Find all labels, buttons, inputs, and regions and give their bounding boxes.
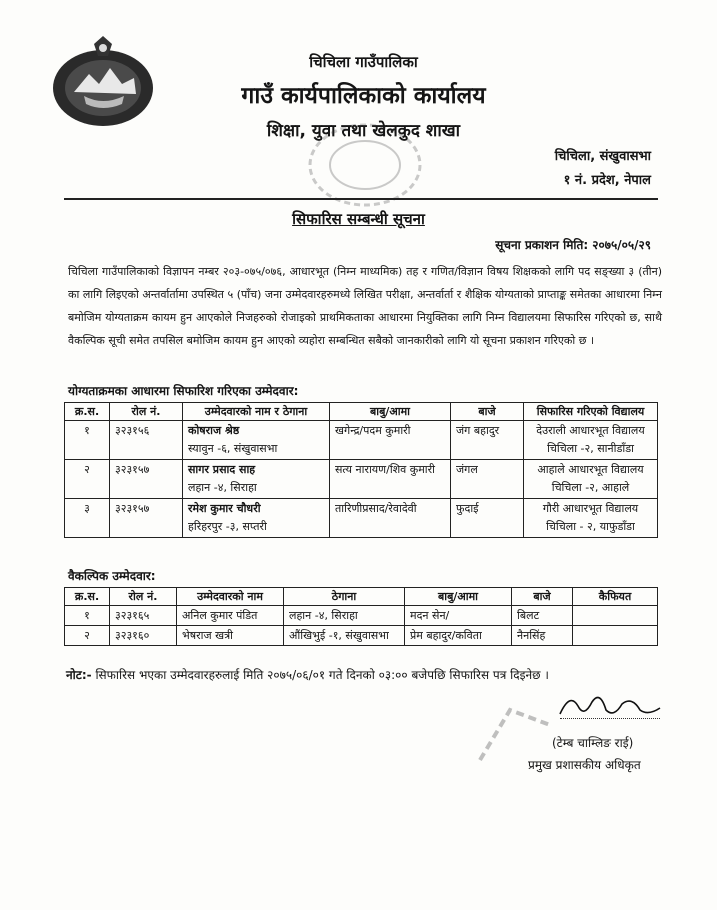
- office-stamp: [300, 110, 430, 220]
- table-row: [65, 499, 658, 538]
- col-roll: रोल नं.: [110, 588, 177, 606]
- col-grandfather: बाजे: [512, 588, 573, 606]
- cell-grandfather: नैनसिंह: [512, 626, 573, 646]
- col-name: उम्मेदवारको नाम: [177, 588, 284, 606]
- signatory-name: (टेम्ब चाम्लिङ राई): [552, 736, 634, 750]
- cell-parents: प्रेम बहादुर/कविता: [405, 626, 512, 646]
- cell-roll: ३२३१५७: [110, 460, 183, 499]
- school-name: गौरी आधारभूत विद्यालय: [542, 502, 639, 515]
- col-sn: क्र.स.: [65, 403, 110, 421]
- municipality-name: चिचिला गाउँपालिका: [309, 53, 418, 71]
- table-row: [65, 421, 658, 460]
- col-school: सिफारिस गरिएको विद्यालय: [524, 403, 658, 421]
- signature: [556, 688, 666, 722]
- cell-school: [524, 421, 658, 460]
- col-grandfather: बाजे: [451, 403, 524, 421]
- candidate-address: स्यावुन -६, संखुवासभा: [188, 442, 278, 455]
- school-address: चिचिला -२, सानीडाँडा: [547, 442, 634, 455]
- table-row: [65, 626, 658, 646]
- col-name-address: उम्मेदवारको नाम र ठेगाना: [183, 403, 330, 421]
- note: [66, 666, 549, 683]
- cell-grandfather: जंग बहादुर: [451, 421, 524, 460]
- candidate-address: लहान -४, सिराहा: [188, 481, 257, 494]
- address-line-2: १ नं. प्रदेश, नेपाल: [563, 173, 651, 188]
- table-header-row: [65, 588, 658, 606]
- cell-sn: २: [65, 460, 110, 499]
- cell-roll: ३२३१५७: [110, 499, 183, 538]
- col-address: ठेगाना: [284, 588, 405, 606]
- cell-sn: १: [65, 421, 110, 460]
- notice-body: चिचिला गाउँपालिकाको विज्ञापन नम्बर २०३-०७५/०७६, आधारभूत (निम्न माध्यमिक) तह र गणित/विज्ञान विषय शिक्षकको लागि पद सङ्ख्या ३ (तीन) का लागि लिइएको अन्तर्वार्तामा उपस्थित ५ (पाँच) जना उम्मेदवारहरुमध्ये लिखित परीक्षा, अन्तर्वार्ता र शैक्षिक योग्यताको प्राप्ताङ्क समेतका आधारमा निम्न बमोजिम योग्यताक्रम कायम हुन आएकोले निजहरुको रोजाइको प्राथमिकताका आधारमा नियुक्तिका लागि निम्न विद्यालयमा सिफारिस गरिएको छ, साथै वैकल्पिक सूची समेत तपसिल बमोजिम कायम हुन आएको व्यहोरा सम्बन्धित सबैको जानकारीको लागि यो सूचना प्रकाशन गरिएको छ ।: [68, 265, 662, 347]
- table-row: [65, 460, 658, 499]
- school-address: चिचिला -२, आहाले: [551, 481, 630, 494]
- note-label: नोट:-: [66, 668, 92, 682]
- cell-school: [524, 499, 658, 538]
- cell-sn: २: [65, 626, 110, 646]
- table-row: [65, 606, 658, 626]
- col-remarks: कैफियत: [573, 588, 658, 606]
- cell-name-address: [183, 499, 330, 538]
- cell-address: लहान -४, सिराहा: [284, 606, 405, 626]
- cell-sn: १: [65, 606, 110, 626]
- table-header-row: [65, 403, 658, 421]
- candidate-name: सागर प्रसाद साह: [188, 463, 256, 476]
- cell-parents: तारिणीप्रसाद/रेवादेवी: [330, 499, 451, 538]
- signatory-title: प्रमुख प्रशासकीय अधिकृत: [528, 758, 641, 772]
- note-text: सिफारिस भएका उम्मेदवारहरुलाई मिति २०७५/०६/०१ गते दिनको ०३:०० बजेपछि सिफारिस पत्र दिइनेछ ।: [95, 668, 549, 682]
- cell-remarks: [573, 626, 658, 646]
- signature-line: [560, 718, 660, 719]
- cell-remarks: [573, 606, 658, 626]
- cell-name: भेषराज खत्री: [177, 626, 284, 646]
- cell-name-address: [183, 421, 330, 460]
- alternate-table: [64, 587, 658, 646]
- cell-roll: ३२३१६५: [110, 606, 177, 626]
- header-divider: [64, 198, 658, 200]
- cell-roll: ३२३१५६: [110, 421, 183, 460]
- cell-grandfather: फुदाई: [451, 499, 524, 538]
- alternate-heading: वैकल्पिक उम्मेदवार:: [68, 569, 156, 583]
- section-name: शिक्षा, युवा तथा खेलकुद शाखा: [266, 121, 461, 141]
- col-roll: रोल नं.: [110, 403, 183, 421]
- cell-grandfather: बिलट: [512, 606, 573, 626]
- cell-name: अनिल कुमार पंडित: [177, 606, 284, 626]
- cell-address: औंखिभुई -१, संखुवासभा: [284, 626, 405, 646]
- cell-parents: सत्य नारायण/शिव कुमारी: [330, 460, 451, 499]
- cell-school: [524, 460, 658, 499]
- cell-sn: ३: [65, 499, 110, 538]
- cell-grandfather: जंगल: [451, 460, 524, 499]
- cell-parents: खगेन्द्र/पदम कुमारी: [330, 421, 451, 460]
- address-line-1: चिचिला, संखुवासभा: [554, 149, 651, 164]
- notice-title: सिफारिस सम्बन्धी सूचना: [292, 210, 425, 228]
- cell-parents: मदन सेन/: [405, 606, 512, 626]
- recommended-table: [64, 402, 658, 538]
- cell-name-address: [183, 460, 330, 499]
- school-name: आहाले आधारभूत विद्यालय: [537, 463, 644, 476]
- school-address: चिचिला - २, याफुडाँडा: [546, 520, 635, 533]
- candidate-name: कोषराज श्रेष्ठ: [188, 424, 240, 437]
- col-parents: बाबु/आमा: [330, 403, 451, 421]
- cell-roll: ३२३१६०: [110, 626, 177, 646]
- school-name: देउराली आधारभूत विद्यालय: [536, 424, 645, 437]
- publish-date: सूचना प्रकाशन मिति: २०७५/०५/२९: [495, 238, 651, 252]
- col-sn: क्र.स.: [65, 588, 110, 606]
- candidate-name: रमेश कुमार चौधरी: [188, 502, 261, 515]
- col-parents: बाबु/आमा: [405, 588, 512, 606]
- office-name: गाउँ कार्यपालिकाको कार्यालय: [241, 83, 486, 109]
- candidate-address: हरिहरपुर -३, सप्तरी: [188, 520, 267, 533]
- recommended-heading: योग्यताक्रमका आधारमा सिफारिश गरिएका उम्मेदवार:: [68, 384, 299, 398]
